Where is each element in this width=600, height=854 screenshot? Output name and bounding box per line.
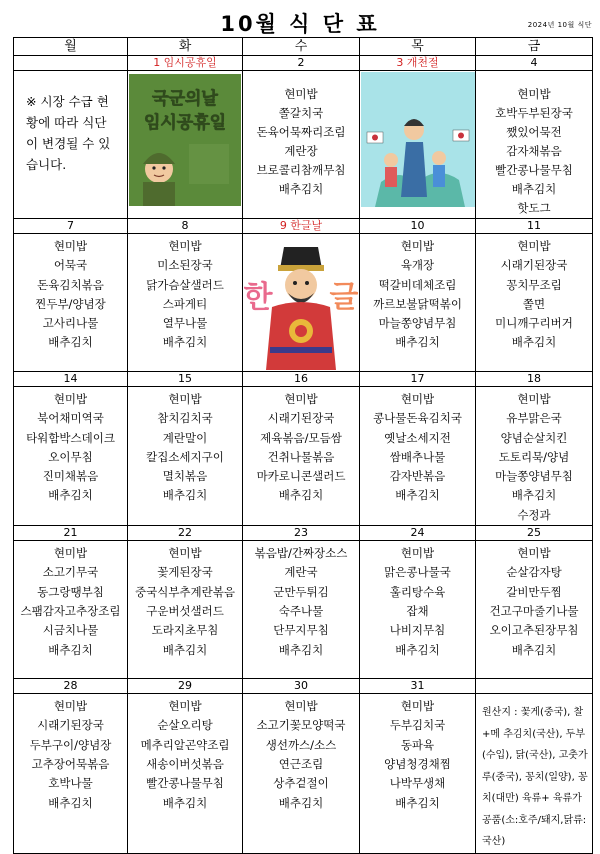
- menu-item: 미니깨구리버거: [495, 316, 573, 331]
- date-cell: 11: [476, 219, 593, 234]
- menu-item: 배추김치: [48, 642, 93, 657]
- menu-item: 오이무침: [48, 449, 93, 464]
- menu-item: 갈비만두찜: [506, 584, 562, 599]
- date-cell: 18: [476, 372, 593, 387]
- menu-item: 두부김치국: [389, 718, 446, 733]
- menu-cell-mon: [14, 71, 128, 219]
- menu-item: 배추김치: [395, 335, 440, 350]
- menu-item: 배추김치: [511, 182, 557, 196]
- menu-item: 계란말이: [162, 430, 208, 445]
- menu-cell-wed: [243, 234, 360, 372]
- date-cell: 24: [360, 526, 476, 541]
- menu-item: 배추김치: [511, 488, 557, 503]
- menu-item: 호박두부된장국: [495, 106, 573, 120]
- menu-cell-tue: [128, 387, 243, 526]
- hangul-char-1: 한: [244, 280, 273, 315]
- date-cell: 10: [360, 219, 476, 234]
- menu-item: 순살오리탕: [157, 718, 213, 733]
- menu-item: 현미밥: [517, 392, 551, 406]
- date-cell: 23: [243, 526, 360, 541]
- date-cell: 15: [128, 372, 243, 387]
- menu-item: 떡갈비데체조림: [378, 277, 457, 292]
- menu-cell-fri: [476, 71, 593, 219]
- menu-item: 현미밥: [168, 546, 202, 561]
- menu-item: 배추김치: [511, 642, 557, 657]
- menu-item: 현미밥: [284, 87, 318, 101]
- menu-item: 현미밥: [53, 699, 88, 714]
- menu-item: 배추김치: [278, 488, 324, 503]
- menu-item: 배추김치: [162, 795, 208, 810]
- menu-item: 현미밥: [284, 392, 318, 406]
- menu-item: 고사리나물: [42, 316, 99, 331]
- menu-item: 현미밥: [400, 239, 435, 253]
- menu-item: 생선까스/소스: [265, 737, 337, 752]
- date-cell: 2: [243, 56, 360, 71]
- foundation-day-illustration: [360, 71, 475, 208]
- date-cell: 30: [243, 679, 360, 694]
- menu-cell-fri: [476, 541, 593, 679]
- menu-item: 핫도그: [517, 201, 551, 215]
- menu-item: 현미밥: [53, 239, 88, 253]
- menu-item: 시래기된장국: [500, 258, 568, 273]
- armed-forces-day-poster: [129, 74, 241, 206]
- date-cell: 8: [128, 219, 243, 234]
- subtitle-date: 2024년 10월 식단: [527, 21, 592, 29]
- menu-cell-mon: [14, 234, 128, 372]
- hangul-char-2: 글: [329, 280, 358, 315]
- menu-item: 배추김치: [48, 335, 93, 350]
- menu-item: 맑은콩나물국: [384, 565, 451, 580]
- menu-item: 현미밥: [400, 699, 435, 714]
- menu-cell-wed: [243, 694, 360, 854]
- menu-item: 건고구마줄기나물: [489, 603, 579, 618]
- hangul-day-illustration: [243, 234, 359, 371]
- menu-item: 새송이버섯볶음: [146, 756, 224, 771]
- menu-item: 시금치나물: [42, 623, 99, 638]
- menu-item: 소고기꽃모양떡국: [256, 718, 346, 733]
- menu-item: 오이고추된장무침: [489, 623, 579, 638]
- poster-text-1: 국군의날: [152, 88, 218, 109]
- menu-item: 단무지무침: [273, 623, 329, 638]
- menu-item: 배추김치: [48, 795, 93, 810]
- date-cell: 1 임시공휴일: [128, 56, 243, 71]
- menu-cell-mon: [14, 387, 128, 526]
- poster-text-2: 임시공휴일: [143, 112, 227, 133]
- menu-cell-thu: [360, 71, 476, 219]
- menu-item: 계란장: [284, 144, 318, 158]
- weekday-tue: 화: [128, 38, 243, 56]
- menu-item: 연근조림: [278, 756, 324, 771]
- menu-item: 마카로니콘샐러드: [256, 469, 346, 484]
- menu-item: 옛날소세지전: [384, 430, 451, 445]
- menu-item: 닭가슴살샐러드: [146, 277, 224, 292]
- menu-item: 순살감자탕: [506, 565, 562, 580]
- menu-cell-wed: [243, 387, 360, 526]
- menu-item: 배추김치: [395, 642, 440, 657]
- menu-item: 빨간콩나물무침: [146, 776, 224, 791]
- menu-item: 까르보불닭떡볶이: [373, 296, 462, 311]
- menu-item: 마늘쫑양념무침: [378, 316, 457, 331]
- menu-cell-mon: [14, 694, 128, 854]
- menu-cell-mon: [14, 541, 128, 679]
- hangul-day-picture: [244, 235, 358, 370]
- date-cell: 29: [128, 679, 243, 694]
- menu-item: 현미밥: [517, 87, 551, 101]
- menu-item: 감자채볶음: [506, 144, 562, 158]
- date-cell: 25: [476, 526, 593, 541]
- menu-item: 브로콜리참깨무침: [256, 163, 346, 177]
- menu-item: 소고기무국: [42, 565, 99, 580]
- menu-item: 꽁치무조림: [506, 277, 562, 292]
- menu-item: 배추김치: [278, 182, 324, 196]
- menu-item: 시래기된장국: [267, 411, 335, 426]
- menu-item: 현미밥: [168, 699, 202, 714]
- menu-item: 시래기된장국: [37, 718, 104, 733]
- menu-item: 현미밥: [53, 392, 88, 406]
- date-cell: 14: [14, 372, 128, 387]
- date-cell: 31: [360, 679, 476, 694]
- menu-item: 볶음밥/간짜장소스: [254, 546, 348, 561]
- menu-table: [13, 37, 593, 854]
- menu-item: 현미밥: [400, 546, 435, 561]
- weekday-thu: 목: [360, 38, 476, 56]
- menu-item: 빨간콩나물무침: [495, 163, 573, 177]
- menu-item: 찐두부/양념장: [35, 296, 106, 311]
- menu-item: 미소된장국: [157, 258, 213, 273]
- menu-item: 숙주나물: [278, 603, 324, 618]
- menu-item: 양념순살치킨: [500, 430, 568, 445]
- menu-item: 배추김치: [395, 488, 440, 503]
- menu-cell-fri: [476, 387, 593, 526]
- menu-item: 콩나물돈육김치국: [373, 411, 462, 426]
- menu-cell-tue: [128, 71, 243, 219]
- menu-cell-thu: [360, 541, 476, 679]
- menu-item: 구운버섯샐러드: [146, 603, 224, 618]
- menu-item: 유부맑은국: [506, 411, 562, 426]
- menu-cell-wed: [243, 541, 360, 679]
- menu-item: 도라지초무침: [151, 623, 219, 638]
- menu-item: 쫄갈치국: [278, 106, 324, 120]
- date-cell: 7: [14, 219, 128, 234]
- menu-item: 배추김치: [278, 795, 324, 810]
- menu-item: 스파게티: [162, 296, 208, 311]
- menu-item: 배추김치: [278, 642, 324, 657]
- menu-item: 배추김치: [395, 795, 440, 810]
- menu-change-notice: ※ 시장 수급 현황에 따라 식단이 변경될 수 있습니다.: [26, 94, 111, 172]
- menu-item: 현미밥: [53, 546, 88, 561]
- date-cell: 3 개천절: [360, 56, 476, 71]
- menu-item: 스팸감자고추장조림: [20, 603, 121, 618]
- menu-item: 현미밥: [168, 239, 202, 253]
- menu-item: 훌리탕수육: [389, 584, 446, 599]
- menu-cell-fri: [476, 694, 593, 854]
- menu-item: 군만두튀김: [273, 584, 329, 599]
- foundation-day-picture: [361, 72, 475, 207]
- menu-item: 쌈배추나물: [389, 449, 446, 464]
- menu-item: 수정과: [517, 507, 551, 522]
- menu-item: 열무나물: [162, 316, 208, 331]
- menu-item: 배추김치: [48, 488, 93, 503]
- menu-cell-tue: [128, 234, 243, 372]
- menu-item: 호박나물: [48, 776, 93, 791]
- menu-item: 마늘쫑양념무침: [495, 469, 573, 484]
- menu-cell-tue: [128, 694, 243, 854]
- date-cell: 22: [128, 526, 243, 541]
- weekday-fri: 금: [476, 38, 593, 56]
- weekday-mon: 월: [14, 38, 128, 56]
- menu-item: 꽃게된장국: [157, 565, 213, 580]
- menu-item: 배추김치: [162, 488, 208, 503]
- menu-item: 돈육어묵짜리조림: [256, 125, 346, 139]
- menu-cell-thu: [360, 694, 476, 854]
- menu-item: 현미밥: [284, 699, 318, 714]
- menu-item: 나박무생채: [389, 776, 446, 791]
- menu-item: 잡채: [406, 603, 429, 618]
- menu-item: 어묵국: [53, 258, 88, 273]
- menu-item: 북어채미역국: [37, 411, 104, 426]
- menu-cell-fri: [476, 234, 593, 372]
- menu-item: 현미밥: [400, 392, 435, 406]
- menu-item: 감자반볶음: [389, 469, 446, 484]
- menu-item: 타워함박스데이크: [26, 430, 115, 445]
- date-cell: 28: [14, 679, 128, 694]
- menu-cell-thu: [360, 387, 476, 526]
- menu-item: 양념청경채찜: [384, 756, 451, 771]
- menu-item: 두부구이/양념장: [29, 737, 112, 752]
- menu-item: 고추장어묵볶음: [31, 756, 110, 771]
- date-cell: [476, 679, 593, 694]
- menu-item: 동파육: [400, 737, 435, 752]
- menu-item: 계란국: [284, 565, 318, 580]
- menu-item: 동그랑땡부침: [37, 584, 104, 599]
- menu-cell-tue: [128, 541, 243, 679]
- menu-item: 진미채볶음: [42, 469, 99, 484]
- menu-item: 건취나물볶음: [267, 449, 335, 464]
- menu-item: 현미밥: [517, 239, 551, 253]
- menu-item: 육개장: [400, 258, 435, 273]
- menu-item: 제육볶음/모듬쌈: [260, 430, 342, 445]
- menu-item: 도토리묵/양념: [498, 449, 570, 464]
- date-cell: 4: [476, 56, 593, 71]
- menu-item: 칼집소세지구이: [146, 449, 224, 464]
- menu-item: 메추리알곤약조림: [140, 737, 230, 752]
- menu-item: 멸치볶음: [162, 469, 208, 484]
- date-cell: 17: [360, 372, 476, 387]
- date-cell: 16: [243, 372, 360, 387]
- menu-item: 배추김치: [511, 335, 557, 350]
- menu-item: 현미밥: [168, 392, 202, 406]
- menu-cell-thu: [360, 234, 476, 372]
- menu-item: 나비지무침: [389, 623, 446, 638]
- menu-item: 상추겉절이: [273, 776, 329, 791]
- page-title: 10월 식 단 표: [220, 12, 380, 36]
- menu-item: 참치김치국: [157, 411, 213, 426]
- date-cell: 21: [14, 526, 128, 541]
- menu-item: 쨌있어묵전: [506, 125, 562, 139]
- date-cell: [14, 56, 128, 71]
- menu-item: 중국식부추계란볶음: [135, 584, 235, 599]
- date-cell: 9 한글날: [243, 219, 360, 234]
- menu-item: 배추김치: [162, 642, 208, 657]
- menu-item: 배추김치: [162, 335, 208, 350]
- menu-cell-wed: [243, 71, 360, 219]
- weekday-wed: 수: [243, 38, 360, 56]
- armed-forces-day-illustration: [128, 71, 242, 208]
- menu-item: 돈육김치볶음: [37, 277, 104, 292]
- menu-item: 현미밥: [517, 546, 551, 561]
- origin-note: 원산지 : 꽃게(중국), 찰+메 추김치(국산), 두부(수입), 닭(국산), 고춧가루(중국), 꽁치(일양), 꽁치(대만) 육류+ 육류가공품(소:호주/돼지,닭류:국산): [482, 707, 588, 848]
- menu-item: 쫄면: [522, 296, 546, 311]
